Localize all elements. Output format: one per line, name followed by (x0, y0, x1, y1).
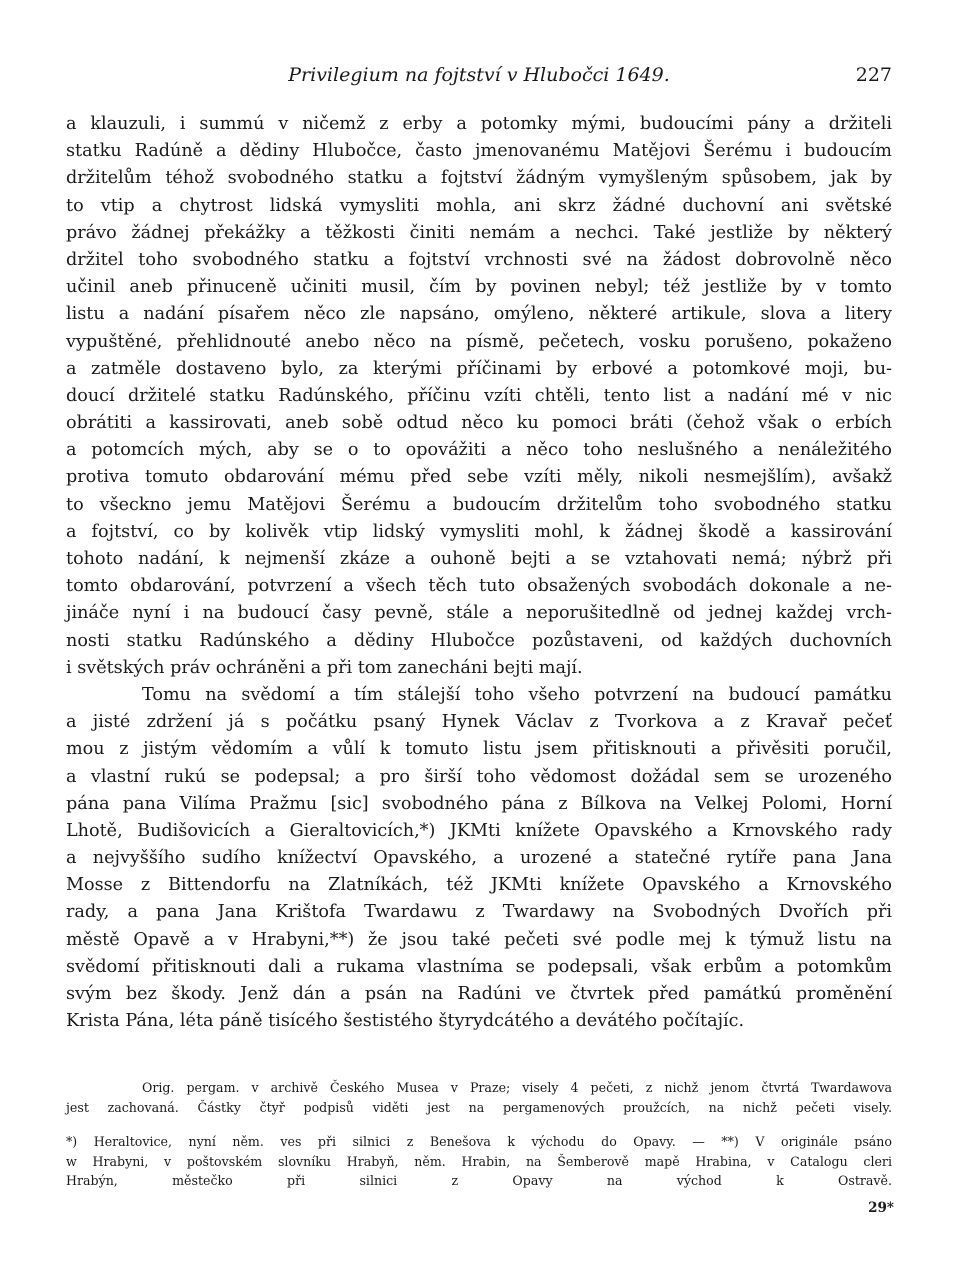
footnotes (66, 1132, 892, 1191)
body-line: právo žádnej překážky a těžkosti činiti nemám a nechci. Také jestliže by některý (66, 222, 892, 243)
body-line: a zatměle dostaveno bylo, za kterými příčinami by erbové a potomkové moji, bu- (66, 358, 892, 379)
body-line: a nejvyššího sudího knížectví Opavského, a urozené a statečné rytíře pana Jana (66, 848, 892, 869)
body-line: a klauzuli, i summú v ničemž z erby a potomky mými, budoucími pány a držiteli (66, 114, 892, 134)
footnote-line: *) Heraltovice, nyní něm. ves při silnici z Benešova k východu do Opavy. — **) V originále psáno (66, 1134, 892, 1149)
page-number: 227 (855, 64, 892, 86)
body-text (66, 111, 892, 1035)
body-line: to všeckno jemu Matějovi Šerému a budoucím držitelům toho svobodného statku (66, 494, 892, 515)
body-line: tomto obdarování, potvrzení a všech těch tuto obsažených svobodách dokonale a ne- (66, 576, 892, 597)
body-line: i světských práv ochráněni a při tom zanecháni bejti mají. (66, 657, 583, 678)
signature-mark: 29* (868, 1200, 894, 1216)
body-line: držitel toho svobodného statku a fojtství vrchnosti své na žádost dobrovolně něco (66, 249, 892, 270)
body-line: pána pana Vilíma Pražmu [sic] svobodného pána z Bílkova na Velkej Polomi, Horní (66, 793, 892, 814)
body-line: učinil aneb přinuceně učiniti musil, čím by povinen nebyl; též jestliže by v tomto (66, 277, 892, 298)
footnote-line: w Hrabyni, v poštovském slovníku Hrabyň, něm. Hrabin, na Šemberově mapě Hrabina, v Catalogu cleri (66, 1153, 892, 1169)
running-head (66, 62, 892, 88)
source-note-line: Orig. pergam. v archivě Českého Musea v Praze; visely 4 pečeti, z nichž jenom čtvrtá Twardawova (142, 1080, 892, 1095)
body-line: a jisté zdržení já s počátku psaný Hynek Václav z Tvorkova a z Kravař pečeť (66, 712, 892, 733)
body-line: a fojtství, co by kolivěk vtip lidský vymysliti mohl, k žádnej škodě a kassirování (66, 521, 892, 542)
body-line: jináče nyní i na budoucí časy pevně, stále a neporušitedlně od jednej každej vrch- (66, 603, 892, 624)
body-line: nosti statku Radúnského a dědiny Hlubočce pozůstaveni, od každých duchovních (66, 630, 892, 651)
body-line: Lhotě, Budišovicích a Gieraltovicích,*) JKMti knížete Opavského a Krnovského rady (66, 820, 892, 841)
body-line: obrátiti a kassirovati, aneb sobě odtud něco ku pomoci bráti (čehož však o erbích (66, 413, 892, 434)
body-line: doucí držitelé statku Radúnského, příčinu vzíti chtěli, tento list a nadání mé v nic (66, 385, 892, 406)
body-line: protiva tomuto obdarování mému před sebe vzíti měly, nikoli nesmejšlím), avšakž (66, 467, 892, 488)
body-line: svědomí přitisknouti dali a rukama vlastníma se podepsali, však erbům a potomkům (66, 956, 892, 977)
body-line: rady, a pana Jana Krištofa Twardawu z Twardawy na Svobodných Dvořích při (66, 902, 892, 923)
body-line: tohoto nadání, k nejmenší zkáze a ouhoně bejti a se vztahovati nemá; nýbrž při (66, 549, 892, 569)
body-line: držitelům téhož svobodného statku a fojtství žádným vymyšleným spůsobem, jak by (66, 168, 892, 189)
body-line: mou z jistým vědomím a vůlí k tomuto listu jsem přitisknouti a přivěsiti poručil, (66, 739, 892, 760)
footnote-line: Hrabýn, městečko při silnici z Opavy na východ k Ostravě. (66, 1173, 892, 1188)
running-title: Privilegium na fojtství v Hlubočci 1649. (288, 64, 670, 86)
body-line-paragraph-start: Tomu na svědomí a tím stálejší toho všeho potvrzení na budoucí památku (142, 684, 892, 705)
body-line: Mosse z Bittendorfu na Zlatníkách, též JKMti knížete Opavského a Krnovského (66, 875, 892, 896)
body-line: listu a nadání písařem něco zle napsáno, omýleno, některé artikule, slova a litery (66, 304, 892, 325)
body-line: vypuštěné, přehlidnouté anebo něco na písmě, pečetech, vosku porušeno, pokaženo (66, 331, 892, 352)
body-line: a vlastní rukú se podepsal; a pro širší toho vědomost dožádal sem se urozeného (66, 766, 892, 787)
body-line: Krista Pána, léta páně tisícého šestistého štyrydcátého a devátého počítajíc. (66, 1011, 745, 1032)
body-line: statku Radúně a dědiny Hlubočce, často jmenovanému Matějovi Šerému i budoucím (66, 141, 892, 162)
source-note (66, 1078, 892, 1117)
source-note-line: jest zachovaná. Částky čtyř podpisů viděti jest na pergamenových proužcích, na nichž pečeti visely. (66, 1099, 892, 1115)
body-line: svým bez škody. Jenž dán a psán na Radúni ve čtvrtek před památkú proměnění (66, 984, 892, 1004)
body-line: to vtip a chytrost lidská vymysliti mohla, ani skrz žádné duchovní ani světské (66, 195, 892, 216)
body-line: městě Opavě a v Hrabyni,**) že jsou také pečeti své podle mej k týmuž listu na (66, 929, 892, 950)
body-line: a potomcích mých, aby se o to opovážiti a něco toho neslušného a nenáležitého (66, 440, 892, 461)
